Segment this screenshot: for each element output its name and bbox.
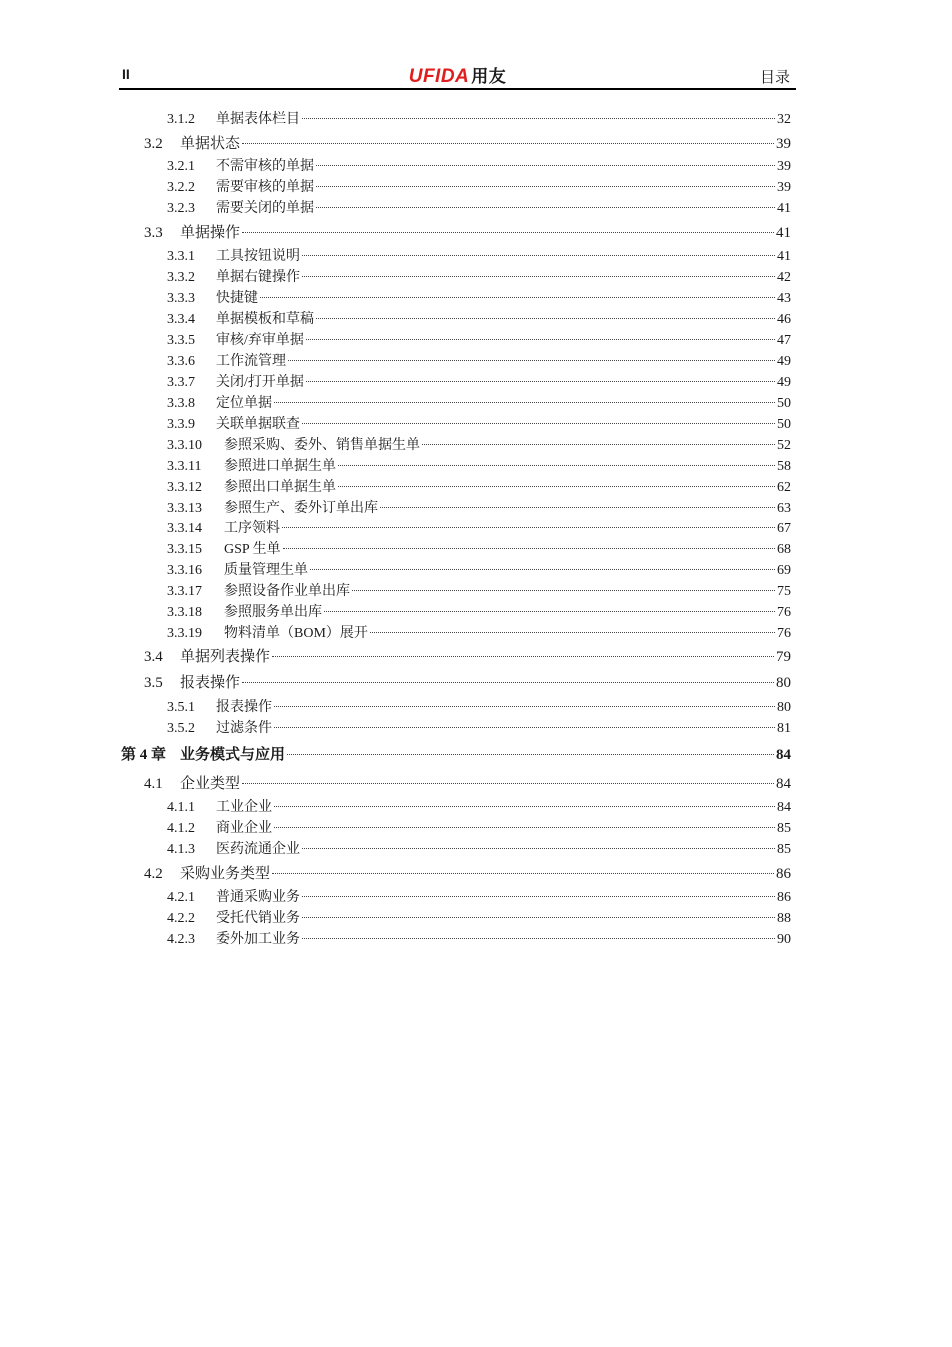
- toc-entry[interactable]: [167, 373, 791, 393]
- toc-leader-dots: [370, 632, 775, 633]
- toc-entry-number: 3.2.3: [167, 201, 195, 216]
- toc-entry-title: 单据状态: [180, 136, 241, 152]
- toc-entry-title: 审核/弃审单据: [216, 333, 304, 348]
- toc-leader-dots: [422, 444, 775, 445]
- toc-entry-title: 质量管理生单: [224, 563, 308, 578]
- toc-entry-page: 47: [777, 333, 791, 348]
- toc-entry[interactable]: [167, 415, 791, 435]
- toc-entry-page: 85: [777, 842, 791, 857]
- toc-entry-title: 物料清单（BOM）展开: [224, 626, 368, 641]
- toc-entry-page: 80: [777, 700, 791, 715]
- toc-entry-title: 关联单据联查: [216, 417, 300, 432]
- toc-entry-page: 42: [777, 270, 791, 285]
- toc-entry-number: 4.2.1: [167, 890, 195, 905]
- toc-entry-number: 4.2: [144, 866, 163, 882]
- toc-entry-title: 业务模式与应用: [180, 747, 286, 763]
- toc-entry-number: 3.3.14: [167, 521, 202, 536]
- toc-entry[interactable]: [144, 647, 791, 667]
- toc-entry-number: 3.3.12: [167, 480, 202, 495]
- toc-entry-page: 90: [777, 932, 791, 947]
- toc-leader-dots: [272, 656, 774, 657]
- toc-entry[interactable]: [144, 673, 791, 693]
- section-label: 目录: [759, 70, 790, 86]
- toc-entry-number: 3.3.5: [167, 333, 195, 348]
- toc-entry-number: 3.3.1: [167, 249, 195, 264]
- toc-entry-page: 80: [776, 675, 791, 691]
- toc-entry-page: 84: [776, 776, 791, 792]
- toc-entry-title: 单据列表操作: [180, 649, 271, 665]
- toc-entry-page: 46: [777, 312, 791, 327]
- toc-entry[interactable]: [167, 540, 791, 560]
- toc-leader-dots: [242, 783, 774, 784]
- toc-entry-title: 参照设备作业单出库: [224, 584, 350, 599]
- toc-entry-title: 参照服务单出库: [224, 605, 322, 620]
- toc-entry-page: 32: [777, 112, 791, 127]
- toc-entry[interactable]: [167, 157, 791, 177]
- toc-entry-number: 4.1.2: [167, 821, 195, 836]
- toc-leader-dots: [302, 938, 775, 939]
- toc-entry[interactable]: [167, 499, 791, 519]
- toc-leader-dots: [302, 276, 775, 277]
- toc-entry[interactable]: [167, 582, 791, 602]
- toc-entry-page: 86: [776, 866, 791, 882]
- toc-entry[interactable]: [167, 457, 791, 477]
- toc-entry[interactable]: [167, 178, 791, 198]
- toc-leader-dots: [352, 590, 775, 591]
- toc-entry[interactable]: [167, 519, 791, 539]
- toc-entry-page: 86: [777, 890, 791, 905]
- toc-entry[interactable]: [167, 819, 791, 839]
- toc-leader-dots: [274, 402, 775, 403]
- toc-entry[interactable]: [167, 603, 791, 623]
- toc-entry-title: 医药流通企业: [216, 842, 300, 857]
- toc-entry-number: 3.5: [144, 675, 163, 691]
- page-number: II: [122, 66, 130, 82]
- toc-entry-title: 单据操作: [180, 225, 241, 241]
- toc-entry[interactable]: [167, 719, 791, 739]
- toc-entry-title: 参照进口单据生单: [224, 459, 336, 474]
- toc-entry-number: 第 4 章: [121, 747, 167, 763]
- toc-entry-number: 3.3.6: [167, 354, 195, 369]
- toc-entry-page: 58: [777, 459, 791, 474]
- toc-entry-number: 3.3.15: [167, 542, 202, 557]
- toc-leader-dots: [242, 232, 774, 233]
- toc-entry-number: 3.3.8: [167, 396, 195, 411]
- toc-entry-page: 76: [777, 626, 791, 641]
- toc-entry-number: 3.2.2: [167, 180, 195, 195]
- toc-entry-page: 75: [777, 584, 791, 599]
- toc-entry-number: 3.5.1: [167, 700, 195, 715]
- toc-entry-title: 定位单据: [216, 396, 272, 411]
- toc-entry-number: 3.3.17: [167, 584, 202, 599]
- toc-entry-title: 单据右键操作: [216, 270, 300, 285]
- toc-entry-page: 43: [777, 291, 791, 306]
- toc-entry-title: 参照采购、委外、销售单据生单: [224, 438, 420, 453]
- toc-entry-number: 3.2.1: [167, 159, 195, 174]
- toc-leader-dots: [338, 486, 775, 487]
- toc-entry-page: 50: [777, 417, 791, 432]
- toc-entry-page: 49: [777, 375, 791, 390]
- toc-entry[interactable]: [144, 134, 791, 154]
- toc-leader-dots: [306, 381, 775, 382]
- toc-leader-dots: [316, 186, 775, 187]
- toc-entry-title: 单据表体栏目: [216, 112, 300, 127]
- toc-leader-dots: [274, 806, 775, 807]
- toc-entry-title: 企业类型: [180, 776, 241, 792]
- toc-leader-dots: [302, 255, 775, 256]
- toc-leader-dots: [316, 318, 775, 319]
- toc-entry-title: 过滤条件: [216, 721, 272, 736]
- toc-entry[interactable]: [121, 745, 791, 765]
- toc-entry-number: 3.3.11: [167, 459, 202, 474]
- toc-entry-title: 工业企业: [216, 800, 272, 815]
- toc-entry-page: 50: [777, 396, 791, 411]
- toc-entry-page: 68: [777, 542, 791, 557]
- toc-entry-title: GSP 生单: [224, 542, 281, 557]
- toc-entry-number: 3.4: [144, 649, 163, 665]
- toc-entry-title: 工作流管理: [216, 354, 286, 369]
- toc-leader-dots: [288, 360, 775, 361]
- toc-entry[interactable]: [167, 840, 791, 860]
- toc-leader-dots: [274, 827, 775, 828]
- toc-entry-title: 采购业务类型: [180, 866, 271, 882]
- toc-entry[interactable]: [167, 394, 791, 414]
- toc-entry[interactable]: [167, 909, 791, 929]
- toc-leader-dots: [272, 873, 774, 874]
- toc-entry[interactable]: [144, 864, 791, 884]
- toc-leader-dots: [306, 339, 775, 340]
- toc-entry-page: 41: [777, 249, 791, 264]
- toc-entry[interactable]: [167, 888, 791, 908]
- toc-leader-dots: [274, 727, 775, 728]
- toc-entry-page: 79: [776, 649, 791, 665]
- toc-entry-number: 4.1: [144, 776, 163, 792]
- toc-entry-page: 49: [777, 354, 791, 369]
- logo-cn: 用友: [471, 67, 507, 86]
- toc-entry-page: 41: [776, 225, 791, 241]
- toc-leader-dots: [316, 165, 775, 166]
- toc-entry[interactable]: [167, 110, 791, 130]
- toc-entry-title: 关闭/打开单据: [216, 375, 304, 390]
- toc-entry[interactable]: [167, 247, 791, 267]
- toc-entry-number: 3.1.2: [167, 112, 195, 127]
- toc-entry-page: 84: [776, 747, 791, 763]
- toc-entry-title: 商业企业: [216, 821, 272, 836]
- toc-leader-dots: [274, 706, 775, 707]
- toc-entry-page: 52: [777, 438, 791, 453]
- toc-entry-title: 普通采购业务: [216, 890, 300, 905]
- toc-leader-dots: [283, 548, 775, 549]
- toc-entry-page: 81: [777, 721, 791, 736]
- toc-leader-dots: [260, 297, 775, 298]
- toc-entry-page: 41: [777, 201, 791, 216]
- toc-entry-title: 单据模板和草稿: [216, 312, 314, 327]
- toc-entry[interactable]: [167, 268, 791, 288]
- toc-entry-title: 快捷键: [216, 291, 258, 306]
- toc-entry[interactable]: [167, 436, 791, 456]
- toc-leader-dots: [242, 682, 774, 683]
- toc-leader-dots: [338, 465, 775, 466]
- toc-entry-number: 3.3.10: [167, 438, 202, 453]
- toc-entry[interactable]: [167, 930, 791, 950]
- toc-leader-dots: [302, 423, 775, 424]
- toc-entry[interactable]: [167, 289, 791, 309]
- toc-leader-dots: [324, 611, 775, 612]
- toc-entry[interactable]: [144, 223, 791, 243]
- toc-entry-page: 63: [777, 501, 791, 516]
- toc-entry-page: 88: [777, 911, 791, 926]
- toc-leader-dots: [242, 143, 774, 144]
- toc-entry[interactable]: [167, 352, 791, 372]
- toc-entry-number: 3.3.2: [167, 270, 195, 285]
- toc-entry-number: 3.3.9: [167, 417, 195, 432]
- toc-entry[interactable]: [167, 798, 791, 818]
- toc-entry-number: 3.3.4: [167, 312, 195, 327]
- toc-entry-title: 报表操作: [180, 675, 241, 691]
- toc-entry[interactable]: [167, 199, 791, 219]
- toc-entry-page: 84: [777, 800, 791, 815]
- toc-entry-page: 62: [777, 480, 791, 495]
- toc-entry-title: 报表操作: [216, 700, 272, 715]
- toc-entry-title: 不需审核的单据: [216, 159, 314, 174]
- toc-entry-number: 3.3.19: [167, 626, 202, 641]
- toc-entry-number: 4.2.2: [167, 911, 195, 926]
- toc-entry-title: 需要审核的单据: [216, 180, 314, 195]
- toc-leader-dots: [302, 896, 775, 897]
- toc-entry-page: 39: [777, 159, 791, 174]
- toc-entry-number: 3.3.7: [167, 375, 195, 390]
- toc-entry-title: 参照生产、委外订单出库: [224, 501, 378, 516]
- toc-entry-number: 3.3.16: [167, 563, 202, 578]
- toc-entry-number: 4.2.3: [167, 932, 195, 947]
- toc-entry[interactable]: [167, 698, 791, 718]
- toc-entry-title: 受托代销业务: [216, 911, 300, 926]
- toc-entry-title: 委外加工业务: [216, 932, 300, 947]
- toc-entry[interactable]: [167, 310, 791, 330]
- toc-leader-dots: [302, 848, 775, 849]
- toc-leader-dots: [302, 118, 775, 119]
- toc-entry[interactable]: [167, 331, 791, 351]
- toc-entry-number: 3.3.3: [167, 291, 195, 306]
- toc-entry-title: 参照出口单据生单: [224, 480, 336, 495]
- toc-entry-page: 39: [777, 180, 791, 195]
- toc-entry-page: 39: [776, 136, 791, 152]
- toc-entry-page: 76: [777, 605, 791, 620]
- toc-entry-number: 3.5.2: [167, 721, 195, 736]
- logo-brand: UFIDA: [408, 66, 470, 87]
- toc-entry[interactable]: [167, 624, 791, 644]
- toc-leader-dots: [316, 207, 775, 208]
- toc-leader-dots: [282, 527, 775, 528]
- toc-entry-title: 需要关闭的单据: [216, 201, 314, 216]
- toc-entry-page: 69: [777, 563, 791, 578]
- toc-entry-number: 3.2: [144, 136, 163, 152]
- toc-entry-number: 3.3: [144, 225, 163, 241]
- toc-entry-number: 3.3.18: [167, 605, 202, 620]
- toc-entry[interactable]: [144, 774, 791, 794]
- toc-entry-number: 3.3.13: [167, 501, 202, 516]
- toc-entry[interactable]: [167, 478, 791, 498]
- toc-entry-number: 4.1.3: [167, 842, 195, 857]
- toc-leader-dots: [287, 754, 774, 755]
- toc-leader-dots: [310, 569, 775, 570]
- toc-leader-dots: [302, 917, 775, 918]
- toc-entry-page: 85: [777, 821, 791, 836]
- toc-entry-number: 4.1.1: [167, 800, 195, 815]
- toc-entry-page: 67: [777, 521, 791, 536]
- toc-entry-title: 工序领料: [224, 521, 280, 536]
- toc-entry-title: 工具按钮说明: [216, 249, 300, 264]
- toc-entry[interactable]: [167, 561, 791, 581]
- toc-leader-dots: [380, 507, 775, 508]
